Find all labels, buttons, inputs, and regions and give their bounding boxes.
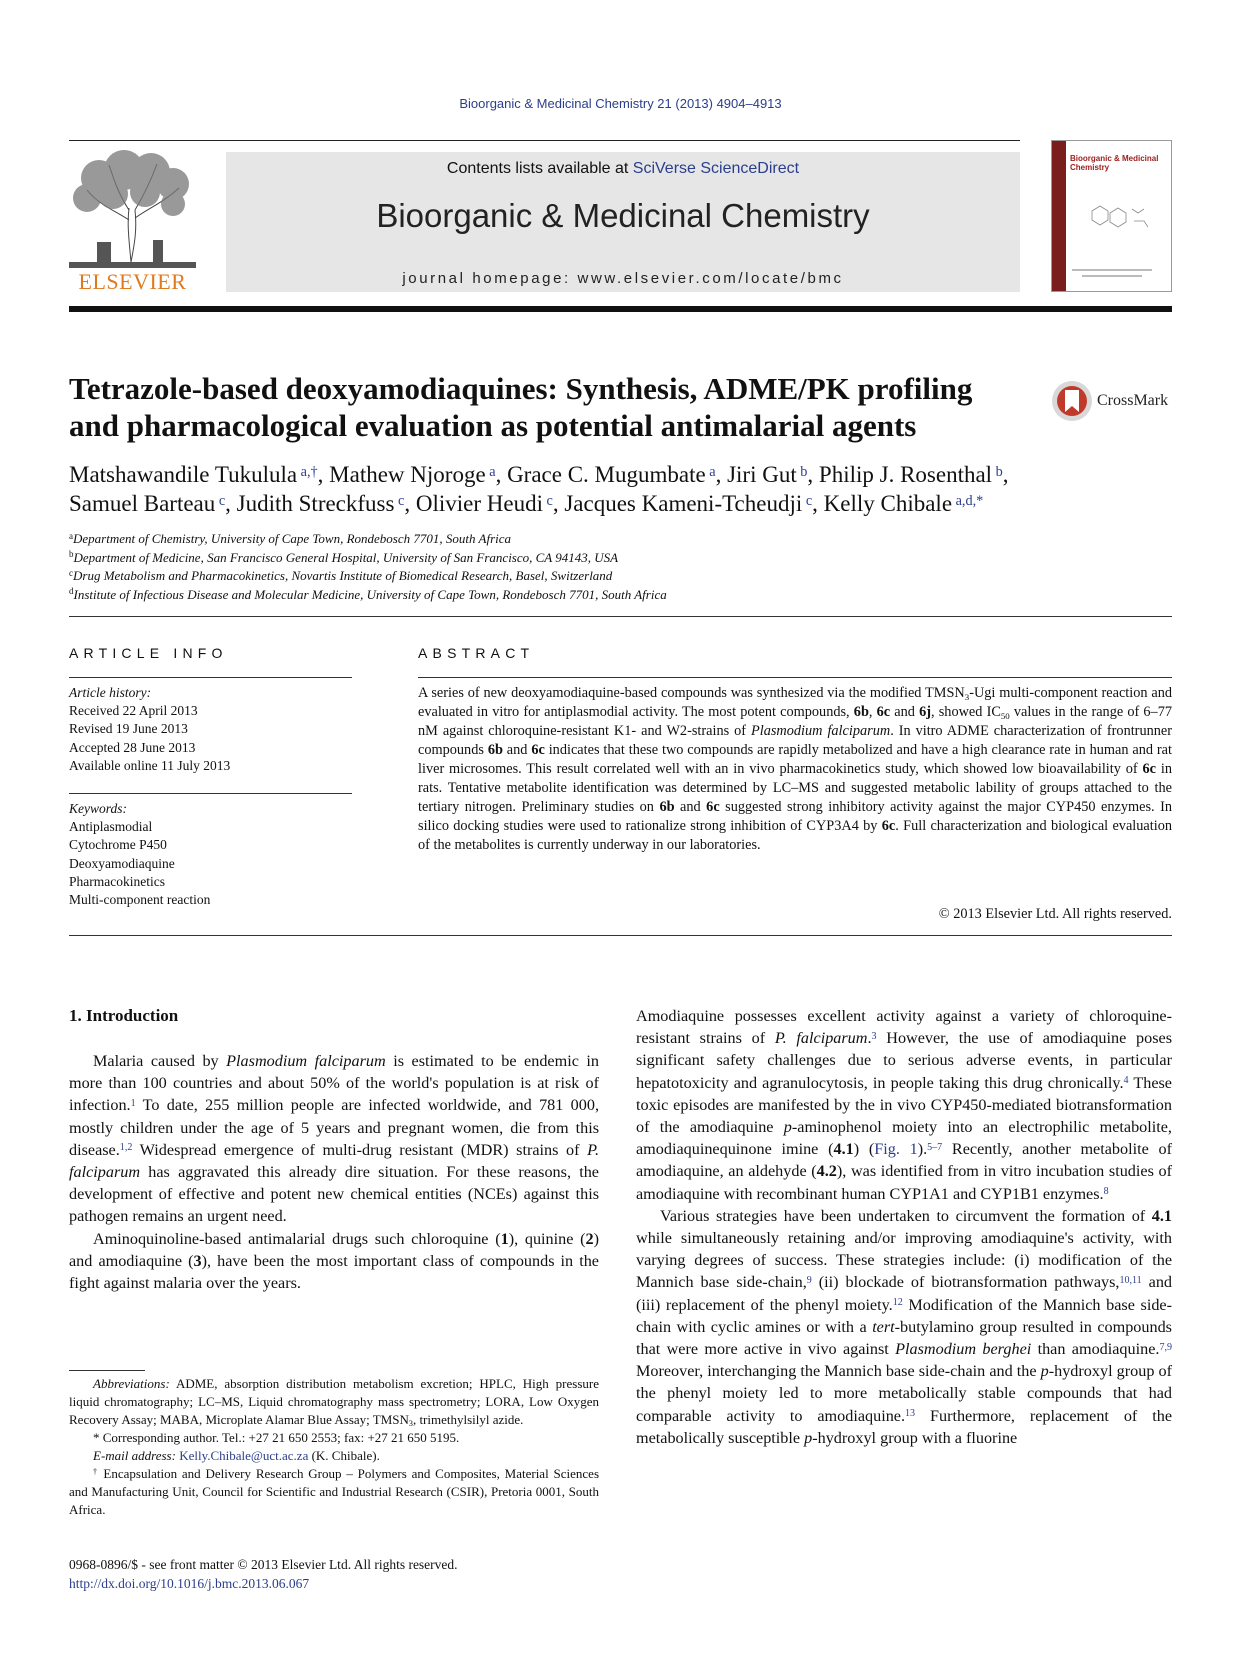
paragraph: Amodiaquine possesses excellent activity against a variety of chloroquine-resistant strains of P. falciparum.$^3$ However, the use of amodiaquine poses significant safety challenges due to serious adverse events, in particular hepatotoxicity and agranulocytosis, in people taking this drug chronically.$^4$ These toxic episodes are manifested by the in vivo CYP450-mediated biotransformation of the amodiaquine p-aminophenol moiety into an electrophilic metabolite, amodiaquinequinone imine (4.1) (Fig. 1).$^{5-7}$ Recently, another metabolite of amodiaquine, an aldehyde (4.2), was identified from in vitro incubation studies of amodiaquine with recombinant human CYP1A1 and CYP1B1 enzymes.$^8$: [636, 1007, 1172, 1203]
citation-link[interactable]: 5–7: [927, 1141, 943, 1153]
footnotes: [69, 1375, 599, 1519]
history-online: Available online 11 July 2013: [69, 757, 231, 773]
history-accepted: Accepted 28 June 2013: [69, 739, 196, 755]
title-line-2: and pharmacological evaluation as potential antimalarial agents: [69, 408, 917, 443]
author: Jacques Kameni-Tcheudji $^c$: [564, 491, 813, 516]
paragraph: Various strategies have been undertaken to circumvent the formation of 4.1 while simultaneously retaining and/or improving amodiaquine's activity, with varying degrees of success. These strategies include: (i) modification of the Mannich base side-chain,$^9$ (ii) blockade of biotransformation pathways,$^{10,11}$ and (iii) replacement of the phenyl moiety.$^{12}$ Modification of the Mannich base side-chain with cyclic amines or with a tert-butylamino group resulted in compounds that were more active in vivo against Plasmodium berghei than amodiaquine.$^{7,9}$ Moreover, interchanging the Mannich base side-chain and the p-hydroxyl group of the phenyl moiety led to more metabolically stable compounds that had comparable activity to amodiaquine.$^{13}$ Furthermore, replacement of the metabolically susceptible p-hydroxyl group with a fluorine: [636, 1206, 1173, 1447]
citation-link[interactable]: 4: [1123, 1075, 1129, 1087]
affiliation: $^d$Institute of Infectious Disease and Molecular Medicine, University of Cape Town, Rondebosch 7701, South Africa: [69, 586, 667, 602]
keywords: [69, 800, 352, 909]
author: Kelly Chibale $^{a,d,*}$: [823, 491, 984, 516]
section-heading-introduction: 1. Introduction: [69, 1006, 179, 1025]
contents-line: [226, 160, 1020, 178]
author-affiliation-marker[interactable]: c: [805, 492, 813, 509]
body-column-right: [636, 1005, 1172, 1449]
author-affiliation-marker[interactable]: a: [489, 463, 496, 480]
author: Samuel Barteau $^c$: [69, 491, 226, 516]
cover-molecule-icon: [1052, 141, 1172, 292]
article-info-heading: ARTICLE INFO: [69, 645, 228, 661]
figure-link[interactable]: Fig. 1: [874, 1140, 918, 1159]
author-affiliation-marker[interactable]: c: [546, 492, 553, 509]
crossmark-icon: [1051, 380, 1093, 422]
affiliations: [69, 530, 1169, 604]
contents-prefix: Contents lists available at: [446, 160, 633, 177]
asterisk-marker: *: [93, 1430, 100, 1445]
author: Mathew Njoroge $^a$: [329, 462, 496, 487]
keyword: Deoxyamodiaquine: [69, 855, 175, 871]
journal-banner: [226, 152, 1020, 292]
sciencedirect-link[interactable]: SciVerse ScienceDirect: [632, 160, 800, 177]
article-history: [69, 684, 352, 775]
author-affiliation-marker[interactable]: a,d,*: [955, 492, 984, 509]
author-affiliation-marker[interactable]: a: [709, 463, 716, 480]
masthead-rule: [69, 306, 1172, 312]
history-label: Article history:: [69, 685, 152, 700]
footnote-dagger: † Encapsulation and Delivery Research Group – Polymers and Composites, Material Sciences and Manufacturing Unit, Council for Scientific and Industrial Research (CSIR), Pretoria 0001, South Africa.: [69, 1466, 599, 1517]
affiliation: $^a$Department of Chemistry, University of Cape Town, Rondebosch 7701, South Africa: [69, 530, 512, 546]
journal-name: Bioorganic & Medicinal Chemistry: [376, 197, 870, 234]
author: Judith Streckfuss $^c$: [236, 491, 405, 516]
affiliations-rule: [69, 616, 1172, 617]
citation-link[interactable]: 3: [871, 1030, 877, 1042]
publisher-name: ELSEVIER: [78, 269, 187, 294]
top-rule: [69, 140, 1020, 141]
email-link[interactable]: Kelly.Chibale@uct.ac.za: [179, 1448, 309, 1463]
footnote-rule: [69, 1370, 145, 1371]
author: Olivier Heudi $^c$: [415, 491, 553, 516]
keyword: Multi-component reaction: [69, 892, 211, 908]
author-list: Matshawandile Tukulula $^{a,\dagger}$, Mathew Njoroge $^a$, Grace C. Mugumbate $^a$, Jiri Gut $^b$, Philip J. Rosenthal $^b$, Samuel Barteau $^c$, Judith Streckfuss $^c$, Olivier Heudi $^c$, Jacques Kameni-Tcheudji $^c$, Kelly Chibale $^{a,d,*}$: [69, 462, 1009, 516]
keyword: Pharmacokinetics: [69, 873, 165, 889]
author: Grace C. Mugumbate $^a$: [507, 462, 716, 487]
title-line-1: Tetrazole-based deoxyamodiaquines: Synthesis, ADME/PK profiling: [69, 371, 973, 406]
history-revised: Revised 19 June 2013: [69, 721, 188, 737]
doi-link[interactable]: http://dx.doi.org/10.1016/j.bmc.2013.06.067: [69, 1575, 310, 1591]
abstract-text: A series of new deoxyamodiaquine-based compounds was synthesized via the modified $TMSN_3$-Ugi multi-component reaction and evaluated in vitro for antiplasmodial activity. The most potent compounds, 6b, 6c and 6j, showed $IC_{50}$ values in the range of 6–77 nM against chloroquine-resistant K1- and W2-strains of Plasmodium falciparum. In vitro ADME characterization of frontrunner compounds 6b and 6c indicates that these two compounds are rapidly metabolized and have a high clearance rate in human and rat liver microsomes. This result correlated well with an in vivo pharmacokinetics study, which showed low bioavailability of 6c in rats. Tentative metabolite identification was determined by LC–MS and suggested metabolic lability of groups attached to the tertiary nitrogen. Preliminary studies on 6b and 6c suggested strong inhibitory activity against the major CYP450 enzymes. In silico docking studies were used to rationalize strong inhibition of CYP3A4 by 6c. Full characterization and biological evaluation of the metabolites is currently underway in our laboratories.: [418, 685, 1173, 853]
cover-title: Bioorganic & Medicinal Chemistry: [1070, 154, 1159, 172]
history-received: Received 22 April 2013: [69, 703, 198, 719]
abstract-rule: [418, 677, 1172, 678]
keyword: Cytochrome P450: [69, 837, 167, 853]
citation-link[interactable]: 8: [1103, 1186, 1109, 1198]
author-affiliation-marker[interactable]: a,†: [300, 463, 318, 480]
journal-cover-thumbnail: [1051, 140, 1172, 292]
elsevier-tree-icon: [69, 150, 196, 268]
citation-link[interactable]: 12: [892, 1297, 903, 1309]
article-info-rule: [69, 677, 352, 678]
abstract-copyright: © 2013 Elsevier Ltd. All rights reserved.: [938, 906, 1172, 922]
affiliation: $^b$Department of Medicine, San Francisco General Hospital, University of San Francisco, CA 94143, USA: [69, 549, 619, 565]
keywords-label: Keywords:: [69, 801, 127, 816]
body-column-left: [69, 1050, 599, 1294]
article-title: [69, 370, 1029, 444]
journal-homepage[interactable]: journal homepage: www.elsevier.com/locate/bmc: [402, 270, 844, 287]
paragraph: Malaria caused by Plasmodium falciparum is estimated to be endemic in more than 100 countries and about 50% of the world's population is at risk of infection.$^1$ To date, 255 million people are infected worldwide, and 781 000, mostly children under the age of 5 years and pregnant women, die from this disease.$^{1,2}$ Widespread emergence of multi-drug resistant (MDR) strains of P. falciparum has aggravated this already dire situation. For these reasons, the development of effective and potent new chemical entities (NCEs) against this pathogen remains an urgent need.: [69, 1052, 600, 1226]
crossmark-label: CrossMark: [1097, 392, 1169, 409]
citation-link[interactable]: 10,11: [1119, 1274, 1142, 1286]
abstract-heading: ABSTRACT: [418, 645, 535, 661]
paragraph: Aminoquinoline-based antimalarial drugs such chloroquine (1), quinine (2) and amodiaquine (3), have been the most important class of compounds in the fight against malaria over the years.: [69, 1229, 600, 1293]
footnote-email: E-mail address: Kelly.Chibale@uct.ac.za (K. Chibale).: [93, 1448, 380, 1463]
author-affiliation-marker[interactable]: c: [218, 492, 226, 509]
footnote-corresponding: * Corresponding author. Tel.: +27 21 650 2553; fax: +27 21 650 5195.: [93, 1430, 460, 1445]
footnote-abbreviations: Abbreviations: ADME, absorption distribution metabolism excretion; HPLC, High pressure liquid chromatography; LC–MS, Liquid chromatography mass spectrometry; LORA, Low Oxygen Recovery Assay; MABA, Microplate Alamar Blue Assay; $TMSN_3$, trimethylsilyl azide.: [69, 1376, 599, 1429]
keywords-rule: [69, 793, 352, 794]
author: Jiri Gut $^b$: [727, 462, 808, 487]
citation-link[interactable]: 7,9: [1159, 1341, 1172, 1353]
issn-doi-block: [69, 1556, 629, 1593]
keyword: Antiplasmodial: [69, 819, 153, 835]
citation-link[interactable]: 13: [905, 1408, 916, 1420]
author-affiliation-marker[interactable]: c: [398, 492, 405, 509]
author-affiliation-marker[interactable]: b: [800, 463, 808, 480]
journal-reference[interactable]: Bioorganic & Medicinal Chemistry 21 (2013) 4904–4913: [459, 96, 782, 111]
dagger-marker: †: [93, 1467, 99, 1477]
issn-line: 0968-0896/$ - see front matter © 2013 Elsevier Ltd. All rights reserved.: [69, 1557, 458, 1572]
author-affiliation-marker[interactable]: b: [995, 463, 1003, 480]
citation-link[interactable]: 1,2: [119, 1142, 133, 1154]
author: Philip J. Rosenthal $^b$: [818, 462, 1003, 487]
abstract-bottom-rule: [69, 935, 1172, 936]
elsevier-logo: [69, 150, 196, 295]
citation-link[interactable]: 9: [806, 1274, 812, 1286]
crossmark-badge[interactable]: [1051, 380, 1181, 420]
citation-link[interactable]: 1: [130, 1097, 136, 1109]
author: Matshawandile Tukulula $^{a,\dagger}$: [69, 462, 318, 487]
affiliation: $^c$Drug Metabolism and Pharmacokinetics, Novartis Institute of Biomedical Research, Basel, Switzerland: [69, 567, 613, 583]
